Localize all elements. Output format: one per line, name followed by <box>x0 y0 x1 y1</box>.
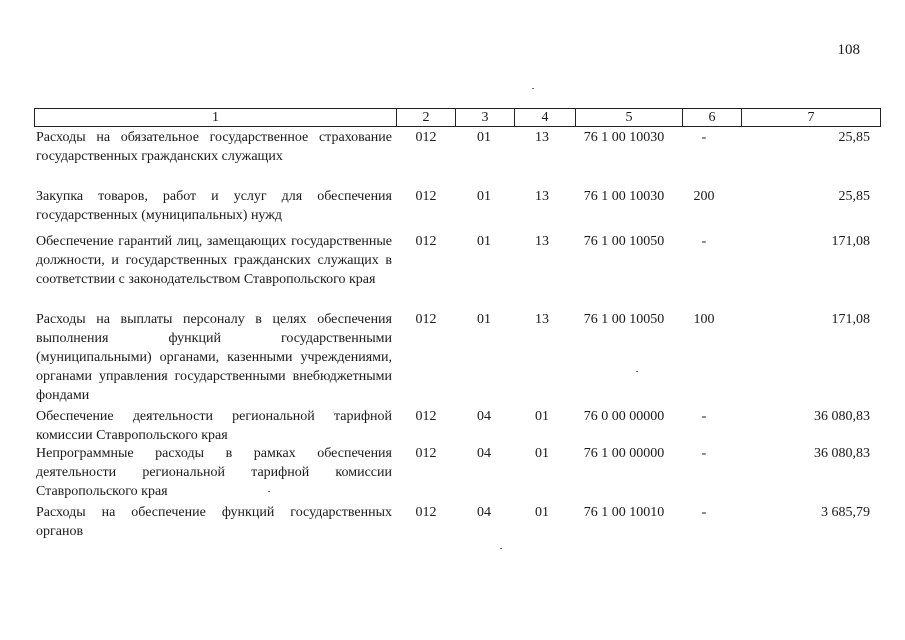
row-subsection: 13 <box>535 130 549 145</box>
scan-speck <box>532 88 534 89</box>
row-subsection: 01 <box>535 505 549 520</box>
row-expense-type: - <box>701 446 707 461</box>
row-admin-code: 012 <box>415 234 437 249</box>
column-header-row <box>35 109 881 127</box>
row-admin-code: 012 <box>415 409 437 424</box>
row-subsection: 01 <box>535 446 549 461</box>
row-amount: 25,85 <box>838 130 870 145</box>
row-description: Расходы на обеспечение функций государственных органов <box>36 505 392 539</box>
scan-speck <box>500 548 502 549</box>
row-expense-type: - <box>701 505 707 520</box>
row-admin-code: 012 <box>415 130 437 145</box>
column-header-6: 6 <box>683 109 742 127</box>
row-target-article: 76 1 00 10050 <box>583 312 665 327</box>
row-expense-type: 100 <box>693 312 715 327</box>
row-amount: 25,85 <box>838 189 870 204</box>
row-description: Закупка товаров, работ и услуг для обеспечения государственных (муниципальных) нужд <box>36 189 392 223</box>
row-target-article: 76 1 00 10030 <box>583 189 665 204</box>
column-header-5: 5 <box>576 109 683 127</box>
row-section: 01 <box>477 234 491 249</box>
row-expense-type: - <box>701 130 707 145</box>
row-target-article: 76 1 00 10030 <box>583 130 665 145</box>
row-expense-type: - <box>701 409 707 424</box>
column-header-7: 7 <box>742 109 881 127</box>
column-header-1: 1 <box>35 109 397 127</box>
column-header-table <box>34 108 881 127</box>
column-header-3: 3 <box>456 109 515 127</box>
row-description: Расходы на выплаты персоналу в целях обеспечения выполнения функций государственными (муниципальными) органами, казенными учреждениями, органами управления государственными внебюджетными фондами <box>36 312 392 403</box>
row-amount: 36 080,83 <box>814 446 870 461</box>
row-description: Обеспечение гарантий лиц, замещающих государственные должности, и государственных гражданских служащих в соответствии с законодательством Ставропольского края <box>36 234 392 287</box>
row-section: 01 <box>477 189 491 204</box>
row-admin-code: 012 <box>415 446 437 461</box>
row-section: 04 <box>477 505 491 520</box>
row-description: Обеспечение деятельности региональной тарифной комиссии Ставропольского края <box>36 409 392 443</box>
row-description: Непрограммные расходы в рамках обеспечения деятельности региональной тарифной комиссии Ставропольского края <box>36 446 392 499</box>
row-section: 01 <box>477 130 491 145</box>
row-target-article: 76 1 00 00000 <box>583 446 665 461</box>
row-section: 04 <box>477 446 491 461</box>
page-number: 108 <box>837 42 860 58</box>
row-description: Расходы на обязательное государственное страхование государственных гражданских служащих <box>36 130 392 164</box>
row-expense-type: - <box>701 234 707 249</box>
column-header-2: 2 <box>397 109 456 127</box>
row-expense-type: 200 <box>693 189 715 204</box>
row-subsection: 13 <box>535 189 549 204</box>
row-section: 04 <box>477 409 491 424</box>
row-target-article: 76 0 00 00000 <box>583 409 665 424</box>
row-admin-code: 012 <box>415 505 437 520</box>
row-section: 01 <box>477 312 491 327</box>
row-amount: 36 080,83 <box>814 409 870 424</box>
row-amount: 171,08 <box>831 312 870 327</box>
column-header-4: 4 <box>515 109 576 127</box>
row-subsection: 01 <box>535 409 549 424</box>
row-subsection: 13 <box>535 234 549 249</box>
row-amount: 3 685,79 <box>821 505 870 520</box>
row-admin-code: 012 <box>415 312 437 327</box>
scan-speck <box>636 371 638 372</box>
row-amount: 171,08 <box>831 234 870 249</box>
row-target-article: 76 1 00 10050 <box>583 234 665 249</box>
row-target-article: 76 1 00 10010 <box>583 505 665 520</box>
scan-speck <box>268 491 270 492</box>
row-subsection: 13 <box>535 312 549 327</box>
row-admin-code: 012 <box>415 189 437 204</box>
